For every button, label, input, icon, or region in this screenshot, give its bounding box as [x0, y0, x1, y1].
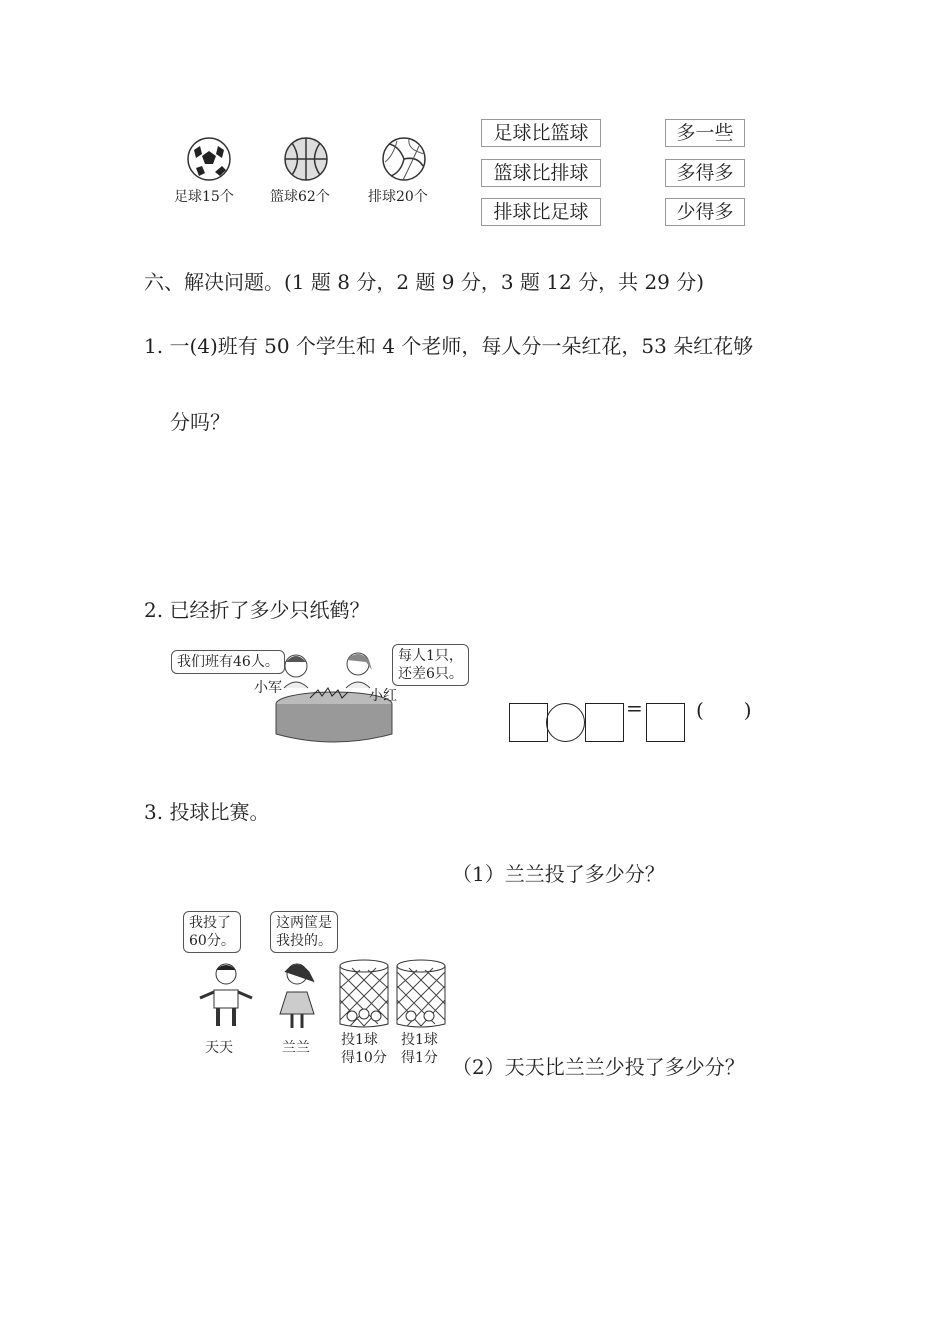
boy-tiantian-illustration — [196, 962, 256, 1034]
compare-left-box-1[interactable]: 足球比篮球 — [481, 119, 601, 147]
operator-circle[interactable] — [546, 703, 585, 742]
compare-right-box-2[interactable]: 多得多 — [665, 159, 745, 187]
question-2-title: 2. 已经折了多少只纸鹤？ — [144, 598, 370, 622]
speech-bubble-xiaojun: 我们班有46人。 — [171, 650, 285, 674]
speech-bubble-xiaohong-line-2: 还差6只。 — [398, 666, 463, 682]
ball-label-basketball: 篮球62个 — [270, 189, 330, 205]
soccer-ball-icon — [186, 136, 232, 182]
ball-label-soccer: 足球15个 — [174, 189, 234, 205]
speech-bubble-tiantian-line-1: 我投了 — [189, 915, 231, 931]
answer-box-2[interactable] — [585, 703, 624, 742]
basket-1-caption-line-1: 投1球 — [401, 1032, 438, 1048]
answer-box-3[interactable] — [646, 703, 685, 742]
volleyball-icon — [381, 136, 427, 182]
unit-parentheses: ( ) — [696, 698, 752, 722]
speech-bubble-xiaohong-line-1: 每人1只， — [398, 648, 463, 664]
name-xiaohong: 小红 — [369, 688, 397, 704]
name-xiaojun: 小军 — [254, 680, 282, 696]
question-1-line-2: 分吗？ — [170, 410, 230, 434]
name-lanlan: 兰兰 — [282, 1040, 310, 1056]
compare-left-box-3[interactable]: 排球比足球 — [481, 198, 601, 226]
basket-1-caption-line-2: 得1分 — [401, 1050, 438, 1066]
question-3-sub-1: （1）兰兰投了多少分？ — [452, 862, 665, 886]
compare-right-box-3[interactable]: 少得多 — [665, 198, 745, 226]
equals-sign: = — [626, 696, 643, 720]
name-tiantian: 天天 — [205, 1040, 233, 1056]
basket-1-point-icon — [395, 958, 447, 1030]
basket-10-points-icon — [338, 958, 390, 1030]
speech-bubble-lanlan — [270, 911, 338, 953]
compare-right-box-1[interactable]: 多一些 — [665, 119, 745, 147]
speech-bubble-lanlan-line-2: 我投的。 — [276, 933, 332, 949]
speech-bubble-tiantian-line-2: 60分。 — [189, 933, 235, 949]
question-1-line-1: 1. 一(4)班有 50 个学生和 4 个老师，每人分一朵红花，53 朵红花够 — [144, 334, 754, 358]
basket-10-caption-line-2: 得10分 — [341, 1050, 387, 1066]
answer-box-1[interactable] — [509, 703, 548, 742]
girl-lanlan-illustration — [272, 962, 322, 1034]
ball-label-volleyball: 排球20个 — [368, 189, 428, 205]
basket-10-caption — [341, 1031, 387, 1067]
basket-10-caption-line-1: 投1球 — [341, 1032, 378, 1048]
speech-bubble-tiantian — [183, 911, 241, 953]
speech-bubble-lanlan-line-1: 这两筐是 — [276, 915, 332, 931]
speech-bubble-xiaohong — [392, 644, 469, 686]
basket-1-caption — [401, 1031, 438, 1067]
basketball-icon — [283, 136, 329, 182]
section-title: 六、解决问题。(1 题 8 分，2 题 9 分，3 题 12 分，共 29 分) — [144, 270, 705, 294]
question-3-sub-2: （2）天天比兰兰少投了多少分？ — [452, 1055, 745, 1079]
compare-left-box-2[interactable]: 篮球比排球 — [481, 159, 601, 187]
question-3-title: 3. 投球比赛。 — [144, 800, 270, 824]
